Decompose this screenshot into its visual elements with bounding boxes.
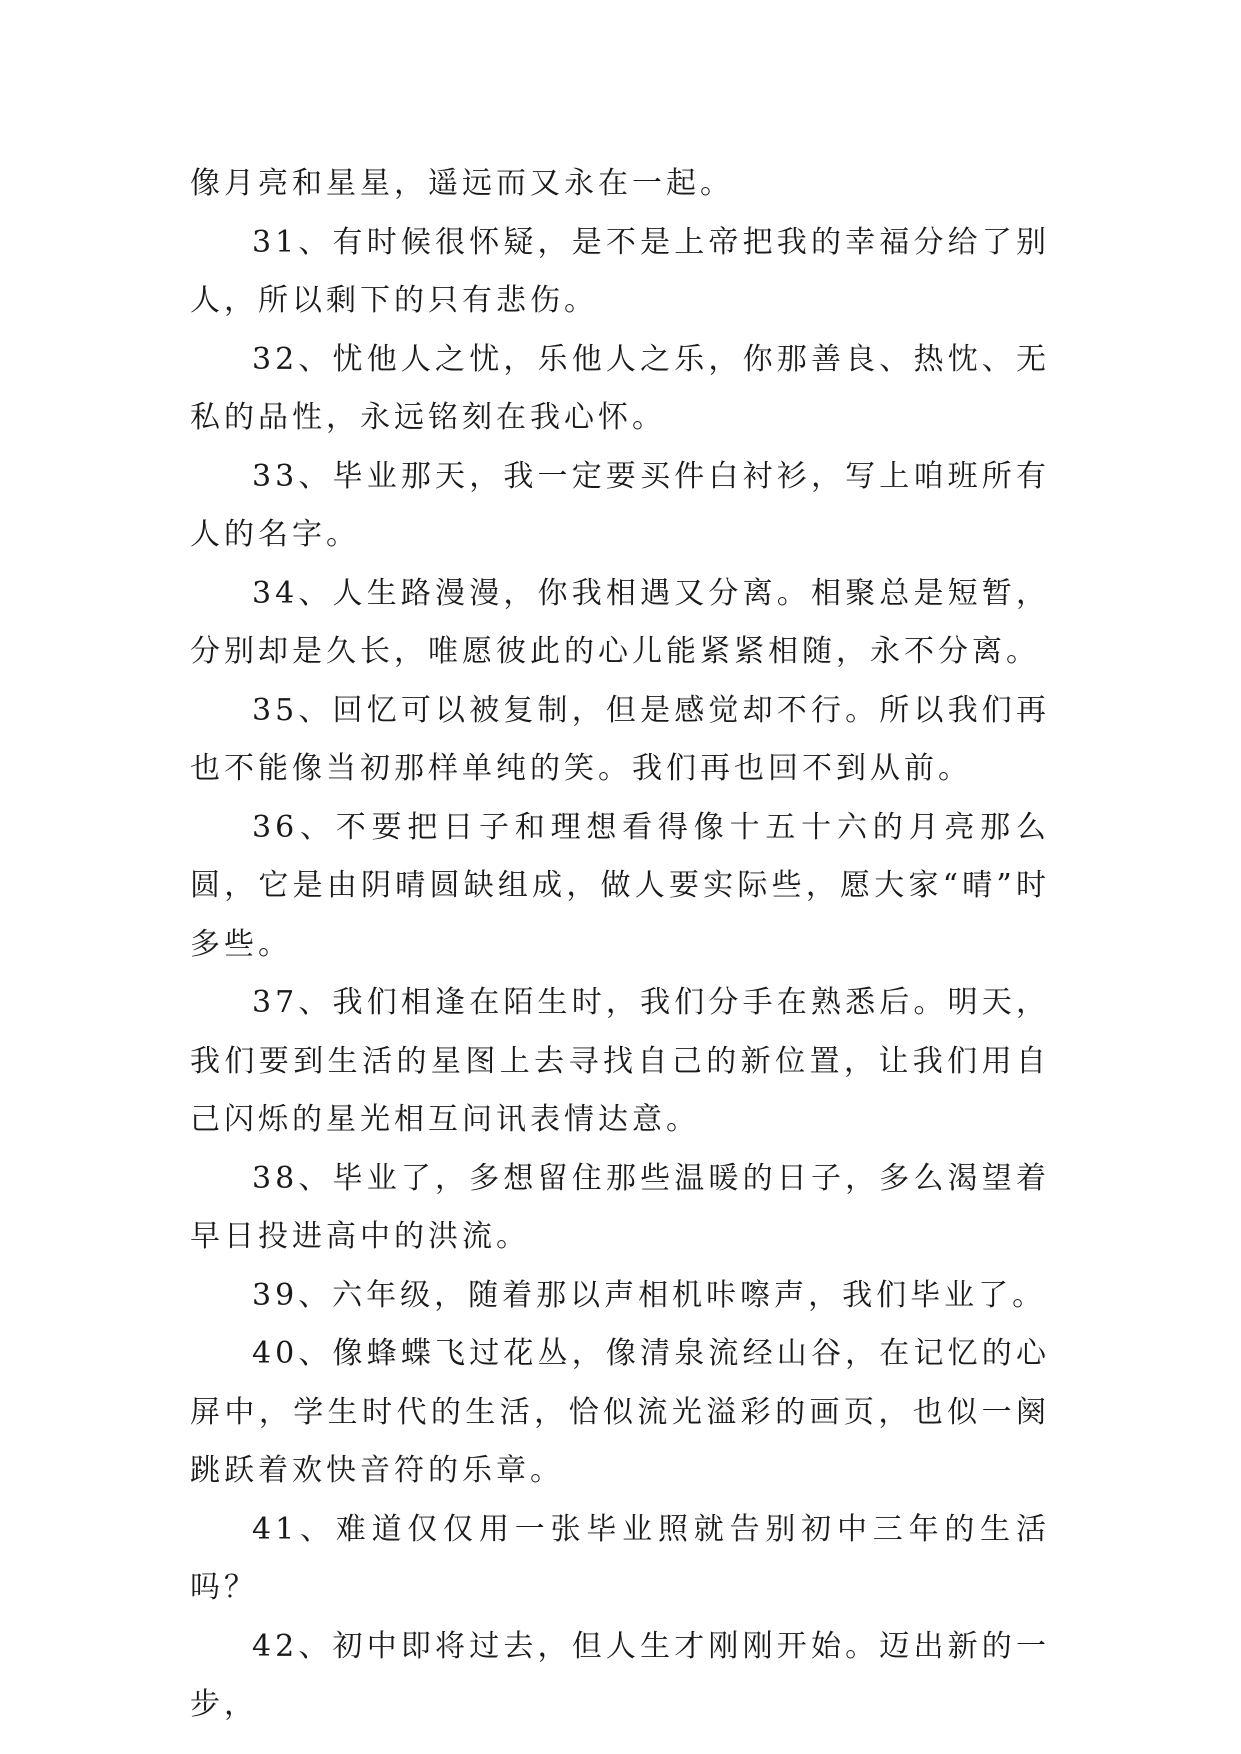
paragraph-41: 41、难道仅仅用一张毕业照就告别初中三年的生活吗？ (190, 1511, 1050, 1605)
paragraph-33: 33、毕业那天，我一定要买件白衬衫，写上咱班所有人的名字。 (190, 458, 1050, 552)
paragraph-32: 32、忧他人之忧，乐他人之乐，你那善良、热忱、无私的品性，永远铭刻在我心怀。 (190, 341, 1050, 435)
paragraph-42: 42、初中即将过去，但人生才刚刚开始。迈出新的一步， (190, 1628, 1050, 1722)
paragraph-38: 38、毕业了，多想留住那些温暖的日子，多么渴望着早日投进高中的洪流。 (190, 1160, 1050, 1254)
paragraph-34: 34、人生路漫漫，你我相遇又分离。相聚总是短暂，分别却是久长，唯愿彼此的心儿能紧紧相随，永不分离。 (190, 575, 1050, 669)
paragraph-37: 37、我们相逢在陌生时，我们分手在熟悉后。明天，我们要到生活的星图上去寻找自己的新位置，让我们用自己闪烁的星光相互问讯表情达意。 (190, 985, 1050, 1137)
paragraph-39: 39、六年级，随着那以声相机咔嚓声，我们毕业了。 (252, 1277, 1047, 1313)
paragraph-35: 35、回忆可以被复制，但是感觉却不行。所以我们再也不能像当初那样单纯的笑。我们再也回不到从前。 (190, 692, 1050, 786)
paragraph-31: 31、有时候很怀疑，是不是上帝把我的幸福分给了别人，所以剩下的只有悲伤。 (190, 224, 1050, 318)
document-body (190, 155, 1050, 1735)
paragraph-continuation: 像月亮和星星，遥远而又永在一起。 (190, 166, 734, 201)
paragraph-40: 40、像蜂蝶飞过花丛，像清泉流经山谷，在记忆的心屏中，学生时代的生活，恰似流光溢彩的画页，也似一阕跳跃着欢快音符的乐章。 (190, 1336, 1050, 1488)
paragraph-36: 36、不要把日子和理想看得像十五十六的月亮那么圆，它是由阴晴圆缺组成，做人要实际些，愿大家“晴”时多些。 (190, 809, 1050, 962)
